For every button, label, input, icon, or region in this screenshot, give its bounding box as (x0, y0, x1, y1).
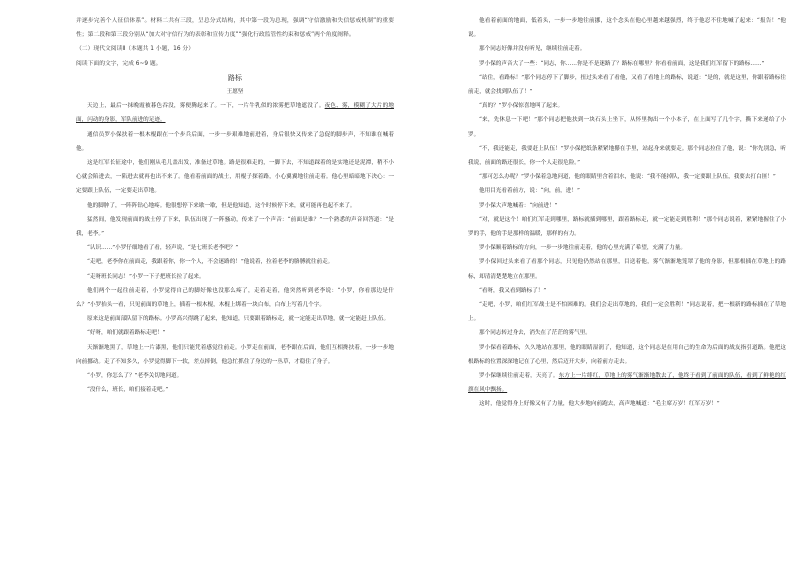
story-paragraph-7: “走吧，老李你在前面走，我跟着你，你一个人，不会迷路的！”他说着，拉着老李的胳膊就往前走。 (87, 259, 334, 266)
story-paragraph-r3: 罗小保的声音大了一些：“同志，你……你是不是迷路了？路标在哪里？你看看前面，这是我们红军留下的路标……” (479, 60, 765, 67)
underlined-sentence-2: 东方上一片绯红，草地上的雾气渐渐地散去了，他终于看到了前面的队伍，看到了鲜艳的红旗在风中飘扬。 (468, 373, 786, 394)
story-paragraph-r2: 那个同志好像并没有听见，继续往前走着。 (479, 46, 586, 53)
story-paragraph-3: 这是红军长征途中，他们刚从毛儿盖出发，准备过草地。路是很难走的，一脚下去，不知道踩着的是实地还是泥潭，稍不小心就会陷进去，一陷进去就再也出不来了。他看着前面的战士，用棍子探着路，小心翼翼地往前走着。他心里暗暗地下决心：一定要跟上队伍，一定要走出草地。 (76, 160, 394, 195)
story-paragraph-12: 天渐渐地黑了，草地上一片漆黑，他们只能凭着感觉往前走。小罗走在前面，老李跟在后面，他们互相搀扶着，一步一步地向前挪动。走了不知多久，小罗觉得脚下一软，差点摔倒，他急忙抓住了身边的一丛草，才稳住了身子。 (76, 344, 394, 365)
intro-paragraph: 并逐步完善个人征信体系”。材料二共有三段，呈总分式结构，其中第一段为总现，强调“守信激励和失信惩戒机制”的重要性；第二段和第三段分别从“加大对守信行为的表彰和宣传力度”“强化行政监管性约束和惩戒”两个角度阐释。 (76, 18, 394, 39)
story-paragraph-1 (76, 99, 394, 127)
story-paragraph-r8: “那可怎么办呢？”罗小保着急地问道，他的眼睛里含着泪水，他说：“我不能掉队，我一定要跟上队伍，我要去打白匪！” (479, 174, 776, 181)
paragraph-text: 天边上，最后一抹晚霞被暮色吞没，雾便腾起来了。一下，一片牛乳似的浓雾把草地遮没了。 (87, 103, 325, 110)
story-paragraph-2: 通信员罗小保扶着一根木棍跟在一个步兵后面，一步一步艰难地前进着，身后很快又传来了急促的脚步声，不知谁在喊着他。 (76, 131, 394, 152)
story-paragraph-5: 猛然间，他发现前面的战士停了下来，队伍出现了一阵骚动，传来了一个声音：“前面是谁？”一个熟悉的声音回答道：“是我，老李。” (76, 216, 394, 238)
story-paragraph-r7: “不，我还能走，我要赶上队伍！”罗小保把纸条紧紧地攥在手里，站起身来就要走。那个同志拉住了他，说：“你先别急，听我说，前面的路还很长，你一个人走很危险。” (468, 145, 786, 167)
story-paragraph-13: “小罗，你怎么了？”老李关切地问道。 (87, 373, 183, 380)
story-paragraph-r13: 罗小保回过头来看了看那个同志，只见他仍然站在那里，目送着他，雾气渐渐地笼罩了他的身影，但那根插在草地上的路标，却清清楚楚地立在那里。 (468, 259, 786, 280)
story-paragraph-9: 他们两个一起往前走着，小罗觉得自己的脚好像也没那么疼了，走着走着，他突然听到老李说：“小罗，你看那边是什么？”小罗抬头一看，只见前面的草地上，插着一根木棍，木棍上绑着一块白布，白布上写着几个字。 (76, 287, 394, 309)
story-paragraph-8: “走呀班长同志！”小罗一下子把班长拉了起来。 (87, 273, 205, 280)
story-paragraph-r17: 罗小保看着路标，久久地站在那里，他的眼睛湿润了，他知道，这个同志是在用自己的生命为后面的战友指引道路。他把这根路标的位置深深地记在了心里，然后迈开大步，向着前方走去。 (468, 344, 786, 365)
story-paragraph-4: 他的脚肿了，一阵阵钻心地疼。他很想停下来歇一歇，但是他知道，这个时候停下来，就可能再也起不来了。 (87, 202, 356, 209)
story-paragraph-r19: 这时，他觉得身上好像又有了力量，他大步地向前跑去，高声地喊道：“毛主席万岁！红军万岁！” (479, 401, 720, 408)
story-paragraph-r6: “来，先休息一下吧！”那个同志把他扶到一块石头上坐下，从怀里掏出一个小本子，在上面写了几个字，撕下来递给了小罗。 (468, 117, 786, 138)
paragraph-text: 罗小保继续往前走着，天亮了。 (479, 373, 559, 380)
story-paragraph-r16: 那个同志转过身去，消失在了茫茫的雾气里。 (479, 330, 591, 337)
right-column (468, 14, 786, 412)
underlined-sentence-1: 夜色、雾，模糊了大片的地面，闪动的身影，军队前进的足迹。 (76, 103, 394, 124)
story-paragraph-r5: “真的？”罗小保惊喜地叫了起来。 (479, 103, 564, 110)
story-paragraph-r11: “对，就是这个！咱们红军走到哪里，路标就插到哪里，跟着路标走，就一定能走到胜利！”那个同志说着，紧紧地握住了小罗的手，他的手是那样的温暖，那样的有力。 (468, 216, 786, 238)
story-paragraph-r10: 罗小保大声地喊着：“向前进！” (479, 202, 558, 209)
story-paragraph-14: “没什么，班长，咱们接着走吧。” (87, 387, 169, 394)
story-title: 路标 (228, 73, 242, 82)
story-paragraph-6: “认识……”小罗仔细地看了看，轻声说，“是七班长老李吧？” (87, 245, 239, 252)
story-paragraph-11: “好呀，咱们就跟着路标走吧！” (87, 330, 166, 337)
story-paragraph-r15: “走吧，小罗，咱们红军战士是不怕困难的。我们会走出草地的，我们一定会胜利！”同志说着，把一根新的路标插在了草地上。 (468, 302, 786, 323)
story-paragraph-r18 (468, 369, 786, 397)
story-paragraph-r12: 罗小保顺着路标的方向，一步一步地往前走着，他的心里充满了希望，充满了力量。 (479, 245, 686, 252)
section-header: （二）现代文阅读Ⅱ（本题共 1 小题，16 分） (76, 46, 194, 53)
story-author: 王愿坚 (226, 89, 244, 96)
story-paragraph-r14: “看呀，我又看到路标了！” (479, 287, 547, 294)
instructions: 阅读下面的文字，完成 6~9 题。 (76, 60, 162, 67)
story-paragraph-r9: 他用目光看着前方，说：“向，前，进！” (479, 188, 580, 195)
left-column (76, 14, 394, 397)
story-paragraph-10: 原来这是前面部队留下的路标。小罗高兴得跳了起来，他知道，只要跟着路标走，就一定能走出草地，就一定能赶上队伍。 (87, 316, 390, 323)
story-paragraph-r4: “站住，看路标！”那个同志停下了脚步，扭过头来看了看他，又看了看地上的路标，说道：“是的，就是这里，你跟着路标往前走，就会找到队伍了！” (468, 74, 786, 96)
story-paragraph-r1: 他看着前面的地面，低着头，一步一步地往前挪，这个念头在他心里越来越强烈，终于他忍不住地喊了起来：“报告！”他说。 (468, 18, 786, 39)
